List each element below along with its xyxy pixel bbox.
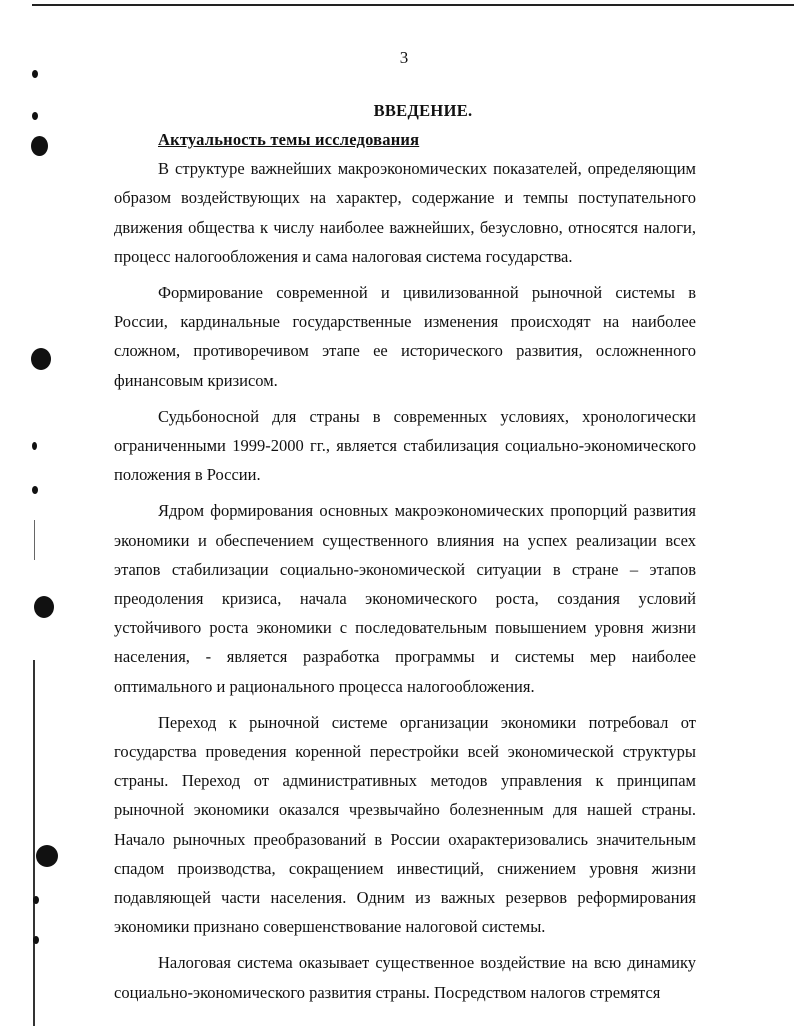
section-heading: Актуальность темы исследования bbox=[158, 130, 420, 149]
paragraph: В структуре важнейших макроэкономических показателей, определяющим образом воздействующих на характер, содержание и темпы поступательного движения общества к числу наиболее важнейших, безусловно, относятся налоги, процесс налогообложения и сама налоговая система государства. bbox=[114, 159, 696, 266]
page-number: 3 bbox=[399, 48, 409, 67]
punch-hole-mark bbox=[32, 70, 38, 78]
document-title: ВВЕДЕНИЕ. bbox=[373, 101, 473, 120]
punch-hole-mark bbox=[34, 596, 54, 618]
punch-hole-mark bbox=[32, 486, 38, 494]
punch-hole-mark bbox=[33, 936, 39, 944]
paragraph: Ядром формирования основных макроэкономических пропорций развития экономики и обеспечением существенного влияния на успех реализации всех этапов стабилизации социально-экономической ситуации в стране – этапов преодоления кризиса, начала экономического роста, создания условий устойчивого роста экономики с последовательным повышением уровня жизни населения, - является разработка программы и системы мер наиболее оптимального и рационального процесса налогообложения. bbox=[114, 501, 696, 696]
punch-hole-mark bbox=[36, 845, 58, 867]
paragraph: Формирование современной и цивилизованной рыночной системы в России, кардинальные государственные изменения происходят на наиболее сложном, противоречивом этапе ее исторического развития, осложненного финансовым кризисом. bbox=[114, 283, 696, 390]
punch-hole-mark bbox=[31, 136, 48, 156]
punch-hole-mark bbox=[32, 112, 38, 120]
paragraph: Переход к рыночной системе организации экономики потребовал от государства проведения коренной перестройки всей экономической структуры страны. Переход от административных методов управления к принципам рыночной экономики оказался чрезвычайно болезненным для нашей страны. Начало рыночных преобразований в России охарактеризовались значительным спадом производства, сокращением инвестиций, снижением уровня жизни подавляющей части населения. Одним из важных резервов реформирования экономики признано совершенствование налоговой системы. bbox=[114, 712, 696, 937]
punch-hole-mark bbox=[32, 442, 37, 450]
paragraph: Судьбоносной для страны в современных условиях, хронологически ограниченными 1999-2000 гг., является стабилизация социально-экономического положения в России. bbox=[114, 406, 696, 485]
punch-hole-mark bbox=[31, 348, 51, 370]
left-margin-mark bbox=[34, 520, 35, 560]
top-border-line bbox=[32, 4, 794, 6]
left-border-line bbox=[33, 660, 35, 1026]
document-body bbox=[114, 96, 696, 1014]
paragraph: Налоговая система оказывает существенное воздействие на всю динамику социально-экономического развития страны. Посредством налогов стремятся bbox=[114, 953, 696, 1002]
punch-hole-mark bbox=[33, 896, 39, 904]
